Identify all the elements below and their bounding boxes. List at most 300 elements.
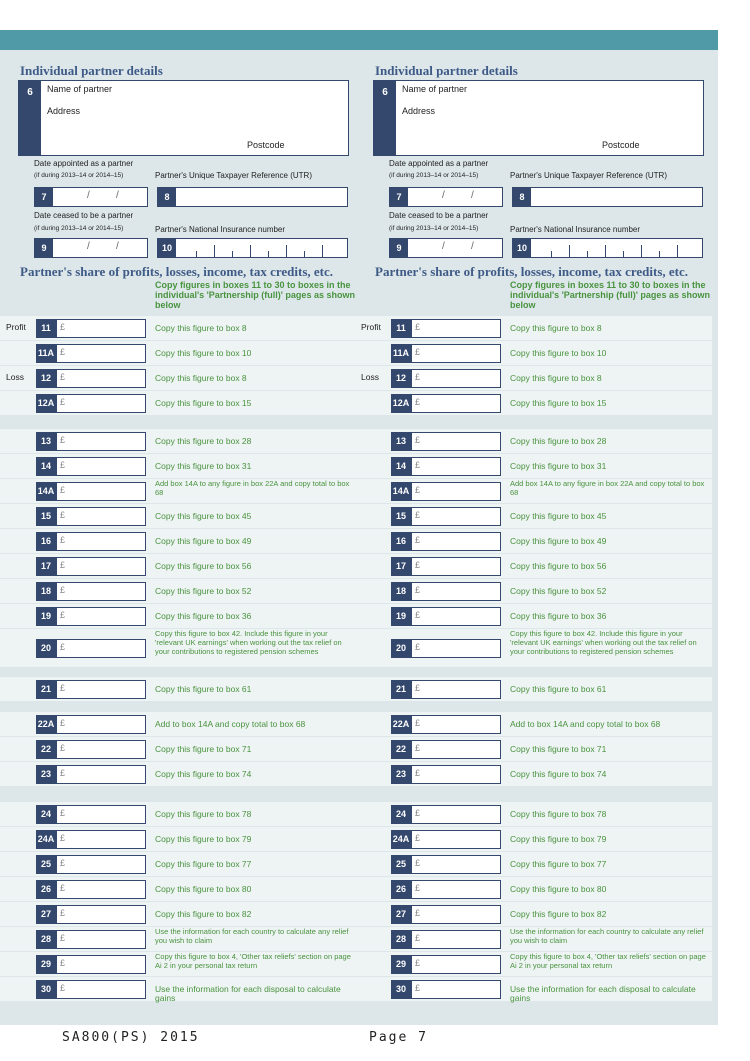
amount-field-box-11a[interactable] [411, 344, 501, 363]
share-of-profits-title: Partner's share of profits, losses, income, tax credits, etc. [20, 264, 334, 279]
amount-field-box-11[interactable] [411, 319, 501, 338]
tax-box-row [355, 504, 712, 528]
tax-box-row [355, 529, 712, 553]
box-number: 14 [36, 457, 56, 476]
amount-field-box-24[interactable] [56, 805, 146, 824]
box-number: 22A [391, 715, 411, 734]
box-6-number: 6 [19, 81, 41, 155]
box-number: 12 [36, 369, 56, 388]
currency-symbol: £ [60, 485, 66, 495]
box-number: 11A [36, 344, 56, 363]
nino-divider [232, 251, 233, 257]
box-number: 30 [36, 980, 56, 999]
date-appointed-subtext: (if during 2013–14 or 2014–15) [34, 172, 124, 179]
amount-field-box-24a[interactable] [56, 830, 146, 849]
box-8-number: 8 [158, 188, 176, 206]
tax-box-row [355, 554, 712, 578]
tax-box-row [0, 429, 357, 453]
box-number: 16 [36, 532, 56, 551]
date-separator: / [87, 241, 90, 252]
amount-field-box-14a[interactable] [56, 482, 146, 501]
currency-symbol: £ [415, 610, 421, 620]
amount-field-box-25[interactable] [56, 855, 146, 874]
tax-box-row [0, 504, 357, 528]
currency-symbol: £ [60, 560, 66, 570]
tax-box-row [0, 802, 357, 826]
utr-label: Partner's Unique Taxpayer Reference (UTR) [510, 171, 667, 180]
tax-box-row [0, 604, 357, 628]
nino-divider [250, 245, 251, 257]
amount-field-box-15[interactable] [411, 507, 501, 526]
currency-symbol: £ [60, 322, 66, 332]
amount-field-box-26[interactable] [56, 880, 146, 899]
copy-instruction: Add box 14A to any figure in box 22A and copy total to box 68 [510, 479, 705, 497]
tax-box-row [355, 579, 712, 603]
box-number: 23 [391, 765, 411, 784]
copy-instruction: Copy this figure to box 31 [155, 461, 252, 471]
nino-divider [304, 251, 305, 257]
currency-symbol: £ [415, 768, 421, 778]
tax-box-row [355, 902, 712, 926]
tax-box-row [0, 977, 357, 1001]
name-address-box[interactable] [18, 80, 349, 156]
box-number: 22 [391, 740, 411, 759]
amount-field-box-23[interactable] [56, 765, 146, 784]
box-number: 14A [36, 482, 56, 501]
box-number: 29 [391, 955, 411, 974]
copy-instruction: Copy this figure to box 74 [510, 769, 607, 779]
copy-instruction: Copy this figure to box 56 [510, 561, 607, 571]
box-number: 27 [36, 905, 56, 924]
box-9-number: 9 [35, 239, 53, 257]
currency-symbol: £ [415, 460, 421, 470]
copy-instruction: Copy this figure to box 74 [155, 769, 252, 779]
box-number: 30 [391, 980, 411, 999]
amount-field-box-12[interactable] [411, 369, 501, 388]
copy-instruction: Copy this figure to box 31 [510, 461, 607, 471]
amount-field-box-21[interactable] [411, 680, 501, 699]
currency-symbol: £ [60, 535, 66, 545]
currency-symbol: £ [415, 883, 421, 893]
copy-instruction: Copy this figure to box 45 [510, 511, 607, 521]
nino-divider [268, 251, 269, 257]
nino-field[interactable] [157, 238, 348, 258]
amount-field-box-13[interactable] [411, 432, 501, 451]
box-number: 14 [391, 457, 411, 476]
box-number: 22A [36, 715, 56, 734]
currency-symbol: £ [415, 372, 421, 382]
box-number: 21 [36, 680, 56, 699]
currency-symbol: £ [60, 958, 66, 968]
date-separator: / [471, 241, 474, 252]
tax-box-row [355, 737, 712, 761]
amount-field-box-21[interactable] [56, 680, 146, 699]
amount-field-box-19[interactable] [411, 607, 501, 626]
amount-field-box-12[interactable] [56, 369, 146, 388]
tax-box-row [0, 554, 357, 578]
copy-instruction: Copy this figure to box 8 [510, 373, 602, 383]
currency-symbol: £ [60, 510, 66, 520]
copy-instruction: Copy this figure to box 71 [510, 744, 607, 754]
amount-field-box-24[interactable] [411, 805, 501, 824]
tax-box-row [0, 391, 357, 415]
box-number: 25 [36, 855, 56, 874]
date-ceased-subtext: (if during 2013–14 or 2014–15) [389, 225, 479, 232]
amount-field-box-18[interactable] [411, 582, 501, 601]
amount-field-box-29[interactable] [411, 955, 501, 974]
box-number: 19 [36, 607, 56, 626]
box-number: 16 [391, 532, 411, 551]
amount-field-box-22a[interactable] [56, 715, 146, 734]
box-number: 26 [391, 880, 411, 899]
currency-symbol: £ [415, 585, 421, 595]
currency-symbol: £ [415, 397, 421, 407]
tax-box-row [0, 877, 357, 901]
currency-symbol: £ [415, 535, 421, 545]
copy-instruction: Add box 14A to any figure in box 22A and copy total to box 68 [155, 479, 350, 497]
copy-instruction: Copy this figure to box 79 [510, 834, 607, 844]
nino-label: Partner's National Insurance number [155, 225, 286, 234]
address-label: Address [47, 106, 81, 116]
box-number: 21 [391, 680, 411, 699]
postcode-label: Postcode [602, 140, 640, 150]
box-number: 23 [36, 765, 56, 784]
box-7-number: 7 [35, 188, 53, 206]
currency-symbol: £ [60, 460, 66, 470]
copy-instruction: Copy this figure to box 52 [510, 586, 607, 596]
nino-divider [677, 245, 678, 257]
page-number: Page 7 [369, 1030, 428, 1045]
currency-symbol: £ [60, 435, 66, 445]
currency-symbol: £ [60, 908, 66, 918]
tax-box-row [355, 366, 712, 390]
currency-symbol: £ [415, 683, 421, 693]
nino-divider [286, 245, 287, 257]
copy-instruction: Add to box 14A and copy total to box 68 [155, 719, 306, 729]
copy-instruction: Use the information for each country to calculate any relief you wish to claim [155, 927, 349, 945]
amount-field-box-11a[interactable] [56, 344, 146, 363]
amount-field-box-30[interactable] [56, 980, 146, 999]
header-band [0, 30, 718, 50]
tax-box-row [355, 802, 712, 826]
currency-symbol: £ [60, 933, 66, 943]
postcode-label: Postcode [247, 140, 285, 150]
copy-instruction: Copy this figure to box 78 [510, 809, 607, 819]
partner-column-right [355, 50, 712, 1025]
amount-field-box-17[interactable] [56, 557, 146, 576]
amount-field-box-18[interactable] [56, 582, 146, 601]
amount-field-box-28[interactable] [411, 930, 501, 949]
amount-field-box-20[interactable] [411, 639, 501, 658]
copy-instruction: Copy this figure to box 61 [155, 684, 252, 694]
copy-instruction: Copy this figure to box 15 [155, 398, 252, 408]
row-side-label: Loss [361, 372, 379, 382]
tax-box-row [0, 902, 357, 926]
currency-symbol: £ [415, 560, 421, 570]
copy-instruction: Copy this figure to box 15 [510, 398, 607, 408]
tax-box-row [0, 712, 357, 736]
name-of-partner-label: Name of partner [402, 84, 468, 94]
box-7-number: 7 [390, 188, 408, 206]
amount-field-box-25[interactable] [411, 855, 501, 874]
tax-box-row [355, 604, 712, 628]
box-number: 11A [391, 344, 411, 363]
copy-instructions-heading: Copy figures in boxes 11 to 30 to boxes in the individual's 'Partnership (full)' pages as shown below [510, 280, 710, 310]
currency-symbol: £ [415, 743, 421, 753]
box-number: 24 [36, 805, 56, 824]
currency-symbol: £ [415, 933, 421, 943]
box-number: 24 [391, 805, 411, 824]
tax-box-row [355, 341, 712, 365]
amount-field-box-27[interactable] [411, 905, 501, 924]
currency-symbol: £ [60, 883, 66, 893]
section-title: Individual partner details [20, 63, 163, 78]
date-separator: / [116, 241, 119, 252]
copy-instruction: Copy this figure to box 56 [155, 561, 252, 571]
box-number: 20 [36, 639, 56, 658]
copy-instruction: Copy this figure to box 36 [155, 611, 252, 621]
copy-instruction: Copy this figure to box 8 [510, 323, 602, 333]
nino-divider [587, 251, 588, 257]
amount-field-box-20[interactable] [56, 639, 146, 658]
currency-symbol: £ [415, 322, 421, 332]
row-side-label: Loss [6, 372, 24, 382]
box-number: 13 [391, 432, 411, 451]
copy-instruction: Copy this figure to box 28 [155, 436, 252, 446]
box-10-number: 10 [513, 239, 531, 257]
copy-instruction: Copy this figure to box 61 [510, 684, 607, 694]
amount-field-box-19[interactable] [56, 607, 146, 626]
copy-instruction: Copy this figure to box 71 [155, 744, 252, 754]
tax-box-row [0, 454, 357, 478]
currency-symbol: £ [60, 610, 66, 620]
address-label: Address [402, 106, 436, 116]
box-number: 13 [36, 432, 56, 451]
currency-symbol: £ [415, 485, 421, 495]
nino-divider [605, 245, 606, 257]
box-number: 22 [36, 740, 56, 759]
share-of-profits-title: Partner's share of profits, losses, income, tax credits, etc. [375, 264, 689, 279]
amount-field-box-16[interactable] [411, 532, 501, 551]
tax-box-row [0, 579, 357, 603]
tax-box-row [0, 316, 357, 340]
amount-field-box-26[interactable] [411, 880, 501, 899]
copy-instruction: Copy this figure to box 8 [155, 323, 247, 333]
box-number: 11 [36, 319, 56, 338]
nino-divider [641, 245, 642, 257]
currency-symbol: £ [60, 397, 66, 407]
copy-instruction: Copy this figure to box 49 [510, 536, 607, 546]
currency-symbol: £ [60, 833, 66, 843]
name-address-box[interactable] [373, 80, 704, 156]
currency-symbol: £ [415, 347, 421, 357]
tax-box-row [355, 952, 712, 976]
date-separator: / [116, 190, 119, 201]
form-reference: SA800(PS) 2015 [62, 1030, 200, 1045]
section-title: Individual partner details [375, 63, 518, 78]
tax-box-row [0, 629, 357, 660]
box-number: 14A [391, 482, 411, 501]
tax-box-row [355, 877, 712, 901]
amount-field-box-15[interactable] [56, 507, 146, 526]
amount-field-box-12a[interactable] [411, 394, 501, 413]
date-separator: / [442, 190, 445, 201]
amount-field-box-28[interactable] [56, 930, 146, 949]
nino-field[interactable] [512, 238, 703, 258]
currency-symbol: £ [60, 683, 66, 693]
currency-symbol: £ [415, 833, 421, 843]
tax-box-row [355, 977, 712, 1001]
copy-instruction: Copy this figure to box 45 [155, 511, 252, 521]
date-ceased-field[interactable] [34, 238, 148, 258]
tax-box-row [0, 529, 357, 553]
copy-instruction: Copy this figure to box 42. Include this figure in your 'relevant UK earnings' when working out the tax relief on your contributions to registered pension schemes [510, 629, 697, 656]
amount-field-box-22a[interactable] [411, 715, 501, 734]
currency-symbol: £ [415, 808, 421, 818]
date-separator: / [471, 190, 474, 201]
tax-box-row [355, 852, 712, 876]
amount-field-box-30[interactable] [411, 980, 501, 999]
amount-field-box-16[interactable] [56, 532, 146, 551]
copy-instruction: Copy this figure to box 49 [155, 536, 252, 546]
box-6-number: 6 [374, 81, 396, 155]
currency-symbol: £ [415, 983, 421, 993]
tax-box-row [355, 629, 712, 660]
row-side-label: Profit [6, 322, 26, 332]
tax-box-row [0, 737, 357, 761]
amount-field-box-27[interactable] [56, 905, 146, 924]
amount-field-box-11[interactable] [56, 319, 146, 338]
copy-instruction: Copy this figure to box 80 [510, 884, 607, 894]
box-number: 18 [36, 582, 56, 601]
box-number: 12A [36, 394, 56, 413]
utr-label: Partner's Unique Taxpayer Reference (UTR) [155, 171, 312, 180]
box-number: 18 [391, 582, 411, 601]
currency-symbol: £ [415, 510, 421, 520]
box-number: 24A [36, 830, 56, 849]
tax-box-row [355, 391, 712, 415]
currency-symbol: £ [60, 347, 66, 357]
copy-instruction: Copy this figure to box 10 [155, 348, 252, 358]
nino-label: Partner's National Insurance number [510, 225, 641, 234]
box-number: 20 [391, 639, 411, 658]
tax-box-row [0, 479, 357, 503]
box-number: 15 [36, 507, 56, 526]
tax-box-row [355, 677, 712, 701]
nino-divider [214, 245, 215, 257]
amount-field-box-17[interactable] [411, 557, 501, 576]
date-appointed-field[interactable] [389, 187, 503, 207]
date-appointed-field[interactable] [34, 187, 148, 207]
tax-box-row [355, 454, 712, 478]
utr-field[interactable] [512, 187, 703, 207]
copy-instruction: Copy this figure to box 36 [510, 611, 607, 621]
tax-box-row [355, 479, 712, 503]
box-9-number: 9 [390, 239, 408, 257]
amount-field-box-14[interactable] [411, 457, 501, 476]
tax-box-row [355, 316, 712, 340]
copy-instruction: Copy this figure to box 77 [155, 859, 252, 869]
date-separator: / [87, 190, 90, 201]
copy-instruction: Copy this figure to box 28 [510, 436, 607, 446]
copy-instruction: Copy this figure to box 80 [155, 884, 252, 894]
box-number: 15 [391, 507, 411, 526]
copy-instruction: Copy this figure to box 79 [155, 834, 252, 844]
date-separator: / [442, 241, 445, 252]
copy-instruction: Copy this figure to box 52 [155, 586, 252, 596]
utr-field[interactable] [157, 187, 348, 207]
date-ceased-label: Date ceased to be a partner [34, 211, 134, 220]
copy-instruction: Use the information for each disposal to calculate gains [510, 984, 696, 1003]
tax-box-row [355, 827, 712, 851]
amount-field-box-22[interactable] [56, 740, 146, 759]
amount-field-box-22[interactable] [411, 740, 501, 759]
date-appointed-label: Date appointed as a partner [34, 159, 134, 168]
box-number: 25 [391, 855, 411, 874]
box-number: 17 [391, 557, 411, 576]
date-appointed-label: Date appointed as a partner [389, 159, 489, 168]
date-ceased-label: Date ceased to be a partner [389, 211, 489, 220]
copy-instruction: Copy this figure to box 78 [155, 809, 252, 819]
tax-box-row [355, 762, 712, 786]
currency-symbol: £ [415, 858, 421, 868]
box-10-number: 10 [158, 239, 176, 257]
tax-box-row [0, 927, 357, 951]
partner-column-left [0, 50, 357, 1025]
currency-symbol: £ [60, 768, 66, 778]
name-of-partner-label: Name of partner [47, 84, 113, 94]
currency-symbol: £ [60, 808, 66, 818]
tax-box-row [0, 762, 357, 786]
box-number: 12A [391, 394, 411, 413]
amount-field-box-13[interactable] [56, 432, 146, 451]
date-ceased-field[interactable] [389, 238, 503, 258]
tax-box-row [355, 712, 712, 736]
box-number: 24A [391, 830, 411, 849]
box-number: 17 [36, 557, 56, 576]
box-number: 26 [36, 880, 56, 899]
copy-instruction: Copy this figure to box 77 [510, 859, 607, 869]
date-appointed-subtext: (if during 2013–14 or 2014–15) [389, 172, 479, 179]
copy-instruction: Copy this figure to box 8 [155, 373, 247, 383]
amount-field-box-24a[interactable] [411, 830, 501, 849]
tax-box-row [0, 827, 357, 851]
nino-divider [551, 251, 552, 257]
date-ceased-subtext: (if during 2013–14 or 2014–15) [34, 225, 124, 232]
copy-instruction: Add to box 14A and copy total to box 68 [510, 719, 661, 729]
box-number: 29 [36, 955, 56, 974]
currency-symbol: £ [415, 908, 421, 918]
tax-box-row [0, 952, 357, 976]
box-number: 11 [391, 319, 411, 338]
nino-divider [659, 251, 660, 257]
nino-divider [623, 251, 624, 257]
amount-field-box-14[interactable] [56, 457, 146, 476]
box-8-number: 8 [513, 188, 531, 206]
amount-field-box-14a[interactable] [411, 482, 501, 501]
currency-symbol: £ [60, 983, 66, 993]
tax-box-row [0, 366, 357, 390]
copy-instruction: Copy this figure to box 42. Include this figure in your 'relevant UK earnings' when working out the tax relief on your contributions to registered pension schemes [155, 629, 342, 656]
amount-field-box-23[interactable] [411, 765, 501, 784]
copy-instruction: Copy this figure to box 4, 'Other tax reliefs' section on page Ai 2 in your personal tax return [155, 952, 351, 970]
amount-field-box-29[interactable] [56, 955, 146, 974]
currency-symbol: £ [415, 718, 421, 728]
box-number: 19 [391, 607, 411, 626]
tax-box-row [0, 341, 357, 365]
copy-instruction: Use the information for each country to calculate any relief you wish to claim [510, 927, 704, 945]
amount-field-box-12a[interactable] [56, 394, 146, 413]
